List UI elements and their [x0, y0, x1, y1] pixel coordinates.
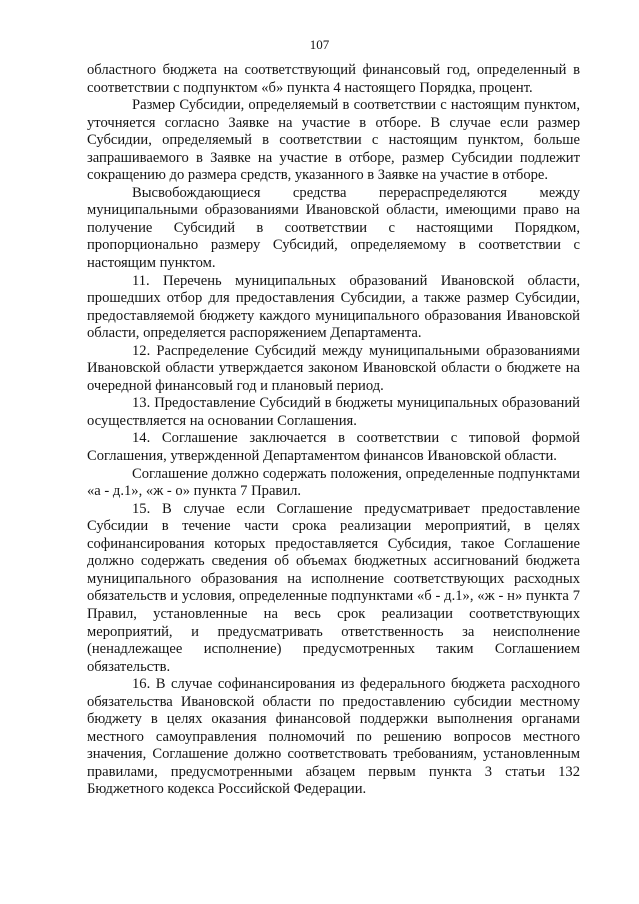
paragraph-subsidy-size: Размер Субсидии, определяемый в соответствии с настоящим пунктом, уточняется согласно Заявке на участие в отборе. В случае если размер Субсидии, определяемый в соответствии с настоящим пунктом, больше запрашиваемого в Заявке на участие в отборе, размер Субсидии подлежит сокращению до размера средств, указанного в Заявке на участие в отборе.	[87, 97, 580, 184]
paragraph-item-11: 11. Перечень муниципальных образований Ивановской области, прошедших отбор для предоставления Субсидии, а также размер Субсидии, предоставляемой бюджету каждого муниципального образования Ивановской области, определяется распоряжением Департамента.	[87, 272, 580, 342]
page-number: 107	[309, 37, 330, 52]
paragraph-item-13: 13. Предоставление Субсидий в бюджеты муниципальных образований осуществляется на основании Соглашения.	[87, 395, 580, 429]
paragraph-item-12: 12. Распределение Субсидий между муниципальными образованиями Ивановской области утверждается законом Ивановской области о бюджете на очередной финансовый год и плановый период.	[87, 342, 580, 394]
paragraph-continuation: областного бюджета на соответствующий финансовый год, определенный в соответствии с подпунктом «б» пункта 4 настоящего Порядка, процент.	[87, 62, 580, 96]
paragraph-released-funds: Высвобождающиеся средства перераспределяются между муниципальными образованиями Ивановской области, имеющими право на получение Субсидий в соответствии с настоящими Порядком, пропорционально размеру Субсидий, определяемому в соответствии с настоящим пунктом.	[87, 184, 580, 272]
document-body	[87, 62, 580, 799]
paragraph-agreement-provisions: Соглашение должно содержать положения, определенные подпунктами «а - д.1», «ж - о» пункта 7 Правил.	[87, 465, 580, 500]
paragraph-item-15: 15. В случае если Соглашение предусматривает предоставление Субсидии в течение части срока реализации мероприятий, в целях софинансирования которых предоставляется Субсидия, такое Соглашение должно содержать сведения об объемах бюджетных ассигнований бюджета муниципального образования на исполнение соответствующих расходных обязательств и условия, определенные подпунктами «б - д.1», «ж - н» пункта 7 Правил, установленные на весь срок реализации соответствующих мероприятий, и предусматривать ответственность за неисполнение (ненадлежащее исполнение) предусмотренных таким Соглашением обязательств.	[87, 500, 580, 675]
paragraph-item-14: 14. Соглашение заключается в соответствии с типовой формой Соглашения, утвержденной Департаментом финансов Ивановской области.	[87, 430, 580, 465]
paragraph-item-16: 16. В случае софинансирования из федерального бюджета расходного обязательства Ивановской области по предоставлению субсидии местному бюджету в целях оказания финансовой поддержки выполнения органами местного самоуправления полномочий по решению вопросов местного значения, Соглашение должно соответствовать требованиям, установленным правилами, предусмотренными абзацем первым пункта 3 статьи 132 Бюджетного кодекса Российской Федерации.	[87, 676, 580, 798]
